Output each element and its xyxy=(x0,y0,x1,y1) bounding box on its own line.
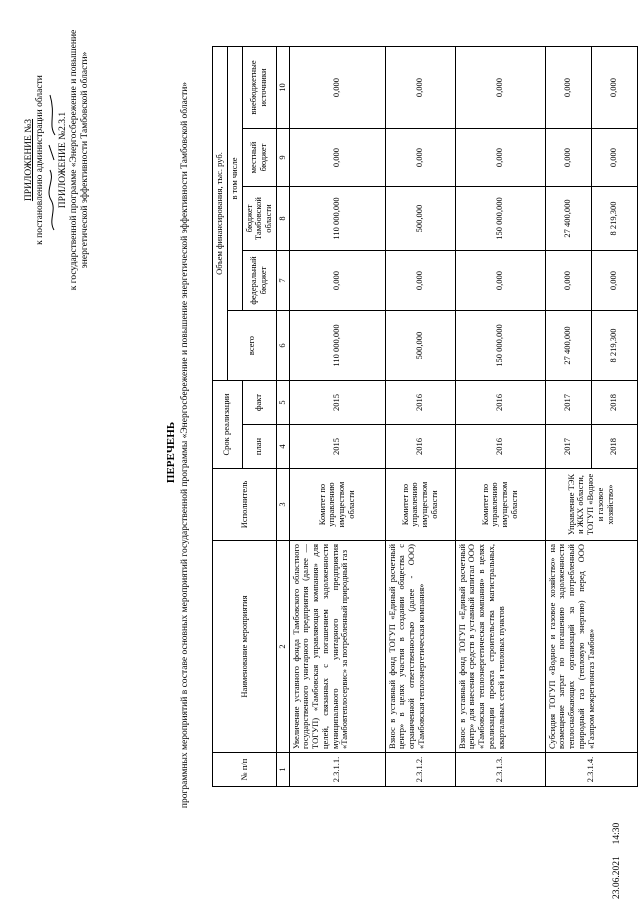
row-num: 2.3.1.4. xyxy=(545,753,637,787)
row-local: 0,000 xyxy=(545,129,591,187)
row-num: 2.3.1.2. xyxy=(385,753,455,787)
row-total: 500,000 xyxy=(385,311,455,381)
print-footer xyxy=(612,823,622,899)
header-fact: факт xyxy=(242,381,276,425)
row-fact: 2015 xyxy=(289,381,385,425)
row-plan: 2015 xyxy=(289,425,385,469)
row-local: 0,000 xyxy=(591,129,637,187)
row-local: 0,000 xyxy=(289,129,385,187)
signature-scribble-icon xyxy=(46,85,58,235)
program-measures-table xyxy=(212,46,638,787)
row-plan: 2017 xyxy=(545,425,591,469)
index-cell: 1 xyxy=(276,753,289,787)
row-executor: Комитет по управлению имуществом области xyxy=(289,469,385,541)
index-cell: 7 xyxy=(276,251,289,311)
table-row xyxy=(545,46,591,786)
row-regional: 27 400,000 xyxy=(545,187,591,251)
row-fact: 2018 xyxy=(591,381,637,425)
index-cell: 2 xyxy=(276,541,289,753)
row-name: Увеличение уставного фонда Тамбовского областного государственного унитарного предприятия (далее — ТОГУП) «Тамбовская управляющая компания» для целей, связанных с погашением задолженности муниципального унитарного предприятия «Тамбовтеплосервис» за потребленный природный газ xyxy=(289,541,385,753)
header-name: Наименование мероприятия xyxy=(213,541,277,753)
row-local: 0,000 xyxy=(385,129,455,187)
row-fact: 2017 xyxy=(545,381,591,425)
header-term: Срок реализации xyxy=(213,381,243,469)
row-total: 150 000,000 xyxy=(455,311,545,381)
handwritten-signature xyxy=(46,15,58,305)
header-extra: внебюджетные источники xyxy=(242,46,276,128)
row-executor: Комитет по управлению имуществом области xyxy=(385,469,455,541)
row-fact: 2016 xyxy=(455,381,545,425)
header-total: всего xyxy=(227,311,276,381)
row-federal: 0,000 xyxy=(385,251,455,311)
row-executor: Управление ТЭК и ЖКХ области, ТОГУП «Водное и газовое хозяйство» xyxy=(545,469,637,541)
row-federal: 0,000 xyxy=(455,251,545,311)
header-federal: федеральный бюджет xyxy=(242,251,276,311)
row-plan: 2016 xyxy=(385,425,455,469)
index-cell: 10 xyxy=(276,46,289,128)
header-num: № п/п xyxy=(213,753,277,787)
footer-time: 14:30 xyxy=(612,822,622,845)
header-local: местный бюджет xyxy=(242,129,276,187)
header-executor: Исполнитель xyxy=(213,469,277,541)
row-extra: 0,000 xyxy=(455,46,545,128)
appendix-decree: к постановлению администрации области xyxy=(34,75,45,245)
appendix-program: к государственной программе «Энергосбережение и повышение xyxy=(68,29,79,291)
header-funding: Объем финансирования, тыс. руб. xyxy=(213,46,228,380)
row-plan: 2018 xyxy=(591,425,637,469)
row-extra: 0,000 xyxy=(385,46,455,128)
index-row xyxy=(276,46,289,786)
row-executor: Комитет по управлению имуществом области xyxy=(455,469,545,541)
header-regional: бюджет Тамбовской области xyxy=(242,187,276,251)
index-cell: 3 xyxy=(276,469,289,541)
row-name: Взнос в уставный фонд ТОГУП «Единый расчетный центр» для внесения средств в уставный капитал ООО «Тамбовская теплоэнергетическая компания» в целях реализации проекта строительства магистральных, квартальных сетей и тепловых пунктов xyxy=(455,541,545,753)
header-incl: в том числе xyxy=(227,46,242,310)
row-fact: 2016 xyxy=(385,381,455,425)
row-total: 27 400,000 xyxy=(545,311,591,381)
row-federal: 0,000 xyxy=(289,251,385,311)
row-total: 110 000,000 xyxy=(289,311,385,381)
table-row xyxy=(289,46,385,786)
appendix-header xyxy=(24,15,91,305)
index-cell: 6 xyxy=(276,311,289,381)
row-total: 8 219,300 xyxy=(591,311,637,381)
appendix-no231: ПРИЛОЖЕНИЕ №2.3.1 xyxy=(57,111,68,209)
index-cell: 4 xyxy=(276,425,289,469)
row-regional: 8 219,300 xyxy=(591,187,637,251)
row-name: Взнос в уставный фонд ТОГУП «Единый расчетный центр» в целях участия в создании общества с ограниченной ответственностью (далее - ООО) «Тамбовская теплоэнергетическая компания» xyxy=(385,541,455,753)
header-row-1 xyxy=(213,46,228,786)
row-plan: 2016 xyxy=(455,425,545,469)
row-extra: 0,000 xyxy=(289,46,385,128)
row-num: 2.3.1.1. xyxy=(289,753,385,787)
appendix-no3: ПРИЛОЖЕНИЕ №3 xyxy=(24,118,34,202)
row-name: Субсидия ТОГУП «Водное и газовое хозяйство» на возмещение затрат по погашению задолженности теплоснабжающих организаций за потребленный природный газ (тепловую энергию) перед ООО «Газпром межрегионгаз Тамбов» xyxy=(545,541,637,753)
appendix-program-cont: энергетической эффективности Тамбовской области» xyxy=(79,51,90,269)
doc-title: ПЕРЕЧЕНЬ xyxy=(165,421,177,484)
table-row xyxy=(455,46,545,786)
footer-date: 23.06.2021 xyxy=(612,856,622,899)
row-regional: 110 000,000 xyxy=(289,187,385,251)
row-federal: 0,000 xyxy=(591,251,637,311)
row-local: 0,000 xyxy=(455,129,545,187)
row-regional: 500,000 xyxy=(385,187,455,251)
index-cell: 9 xyxy=(276,129,289,187)
row-federal: 0,000 xyxy=(545,251,591,311)
row-num: 2.3.1.3. xyxy=(455,753,545,787)
table-row xyxy=(385,46,455,786)
index-cell: 5 xyxy=(276,381,289,425)
header-plan: план xyxy=(242,425,276,469)
row-regional: 150 000,000 xyxy=(455,187,545,251)
doc-subtitle: программных мероприятий в составе основных мероприятий государственной программы «Энергосбережение и повышение энергетической эффективности Тамбовской области» xyxy=(180,81,190,809)
row-extra: 0,000 xyxy=(545,46,591,128)
row-extra: 0,000 xyxy=(591,46,637,128)
index-cell: 8 xyxy=(276,187,289,251)
